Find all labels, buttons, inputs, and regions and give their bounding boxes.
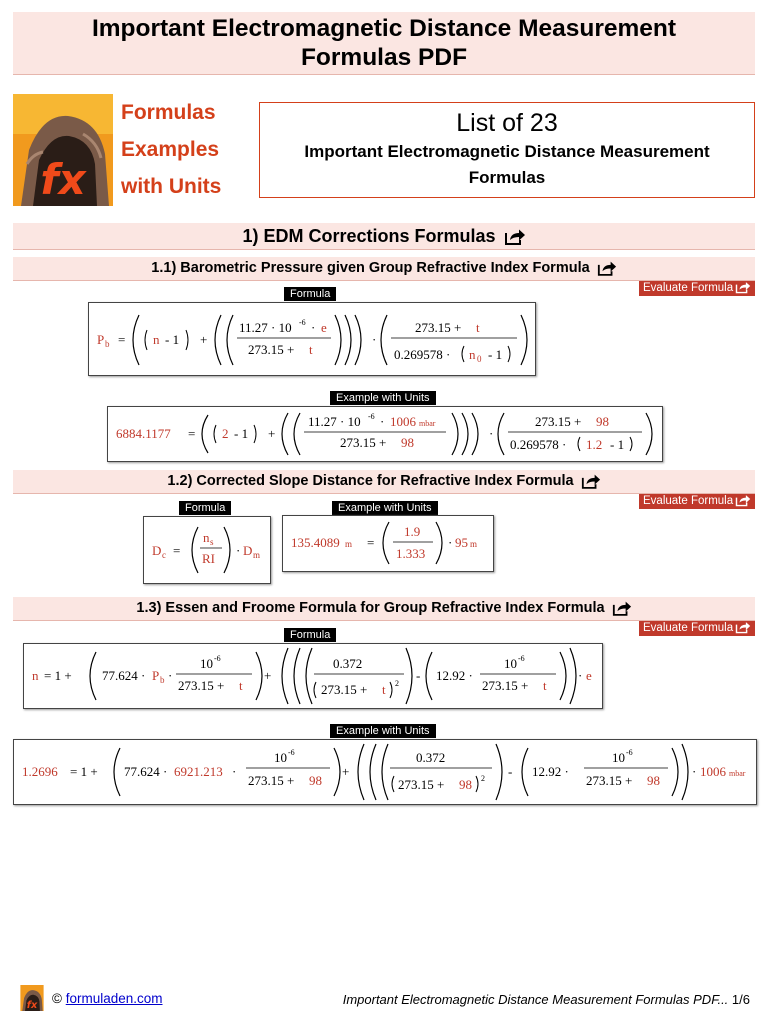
svg-text:·: · [692, 764, 697, 779]
evaluate-formula-button-1-3[interactable] [639, 621, 755, 636]
formula-heading-1-1 [13, 257, 755, 281]
list-subtitle-line1: Important Electromagnetic Distance Measurement [304, 142, 710, 161]
section-title: 1) EDM Corrections Formulas [242, 226, 496, 246]
svg-text:+: + [268, 426, 276, 441]
site-link[interactable]: formuladen.com [65, 991, 163, 1006]
copyright-symbol: © [52, 991, 62, 1006]
share-icon [735, 494, 751, 507]
svg-text:= 1 +: = 1 + [70, 764, 98, 779]
svg-text:t: t [382, 682, 386, 697]
svg-text:+: + [264, 668, 272, 683]
svg-text:P: P [97, 332, 105, 347]
svg-text:2: 2 [395, 679, 399, 688]
svg-text:77.624 ·: 77.624 · [124, 764, 168, 779]
svg-text:D: D [152, 543, 162, 558]
list-count-box [259, 102, 755, 198]
list-count: List of 23 [456, 109, 558, 137]
tagline-examples: Examples [121, 138, 220, 161]
svg-text:98: 98 [459, 777, 472, 792]
svg-text:m: m [470, 539, 478, 549]
svg-text:6884.1177: 6884.1177 [116, 426, 171, 441]
svg-text:=: = [367, 535, 375, 550]
page-title-line1: Important Electromagnetic Distance Measurement [91, 15, 677, 42]
svg-text:6921.213: 6921.213 [174, 764, 223, 779]
svg-text:fx: fx [40, 155, 86, 204]
svg-text:1.9: 1.9 [404, 524, 421, 539]
svg-text:-6: -6 [368, 412, 375, 421]
formuladen-logo [13, 94, 113, 206]
svg-text:n: n [153, 332, 160, 347]
formula-title-1-2: 1.2) Corrected Slope Distance for Refractive Index Formula [167, 473, 574, 489]
formula-tag: Formula [284, 628, 336, 642]
svg-text:1006: 1006 [390, 414, 416, 429]
share-icon[interactable] [612, 600, 632, 617]
svg-text:-: - [416, 668, 421, 683]
page-title [13, 12, 755, 75]
svg-text:273.15 +: 273.15 + [248, 773, 295, 788]
svg-text:12.92 ·: 12.92 · [436, 668, 473, 683]
svg-text:0.269578 ·: 0.269578 · [394, 347, 451, 362]
footer-logo [17, 985, 47, 1011]
example-box-1-3 [13, 739, 757, 805]
svg-text:77.624 ·: 77.624 · [102, 668, 146, 683]
svg-text:273.15 +: 273.15 + [482, 678, 529, 693]
svg-text:e: e [321, 320, 327, 335]
svg-text:m: m [345, 539, 353, 549]
svg-text:-: - [508, 764, 513, 779]
example-box-1-1 [107, 406, 663, 462]
svg-text:11.27 · 10: 11.27 · 10 [239, 320, 292, 335]
svg-text:·: · [311, 320, 316, 335]
svg-text:·: · [578, 668, 583, 683]
svg-text:-6: -6 [288, 748, 295, 757]
svg-text:mbar: mbar [419, 419, 436, 428]
share-icon[interactable] [581, 473, 601, 490]
svg-text:- 1: - 1 [234, 426, 249, 441]
svg-text:2: 2 [222, 426, 229, 441]
svg-text:+: + [200, 332, 208, 347]
share-icon[interactable] [597, 260, 617, 277]
svg-text:135.4089: 135.4089 [291, 535, 340, 550]
formula-title-1-1: 1.1) Barometric Pressure given Group Refractive Index Formula [151, 260, 590, 276]
formula-box-1-3 [23, 643, 603, 709]
svg-text:=: = [188, 426, 196, 441]
svg-text:m: m [253, 550, 261, 560]
page-title-line2: Formulas PDF [300, 44, 468, 71]
svg-text:t: t [543, 678, 547, 693]
svg-text:D: D [243, 543, 253, 558]
svg-text:273.15 +: 273.15 + [586, 773, 633, 788]
footer-doc-title: Important Electromagnetic Distance Measurement Formulas PDF... [342, 992, 729, 1007]
svg-text:·: · [489, 426, 494, 441]
svg-text:-6: -6 [299, 318, 306, 327]
svg-text:t: t [476, 320, 480, 335]
svg-text:1.2696: 1.2696 [22, 764, 58, 779]
formula-heading-1-3 [13, 597, 755, 621]
svg-text:95: 95 [455, 535, 468, 550]
tagline-formulas: Formulas [121, 101, 216, 124]
formula-tag: Formula [179, 501, 231, 515]
svg-text:11.27 · 10: 11.27 · 10 [308, 414, 361, 429]
svg-text:10: 10 [200, 656, 213, 671]
svg-text:98: 98 [309, 773, 322, 788]
formula-box-1-1 [88, 302, 536, 376]
svg-text:= 1 +: = 1 + [44, 668, 72, 683]
svg-text:98: 98 [401, 435, 414, 450]
evaluate-label: Evaluate Formula [643, 282, 734, 294]
svg-text:n: n [203, 530, 210, 545]
svg-text:0.269578 ·: 0.269578 · [510, 437, 567, 452]
svg-text:·: · [168, 668, 173, 683]
svg-text:- 1: - 1 [488, 347, 503, 362]
svg-text:n: n [469, 347, 476, 362]
share-icon [735, 621, 751, 634]
formula-box-1-2 [143, 516, 271, 584]
evaluate-formula-button-1-1[interactable] [639, 281, 755, 296]
svg-text:98: 98 [596, 414, 609, 429]
svg-text:=: = [118, 332, 126, 347]
svg-text:P: P [152, 668, 160, 683]
svg-text:·: · [380, 414, 385, 429]
svg-text:10: 10 [504, 656, 517, 671]
svg-text:·: · [372, 332, 377, 347]
tagline-units: with Units [121, 175, 222, 198]
svg-text:-6: -6 [214, 654, 221, 663]
svg-text:b: b [105, 339, 110, 349]
example-tag: Example with Units [332, 501, 438, 515]
svg-text:273.15 +: 273.15 + [178, 678, 225, 693]
formula-title-1-3: 1.3) Essen and Froome Formula for Group Refractive Index Formula [136, 600, 605, 616]
formula-tag: Formula [284, 287, 336, 301]
evaluate-label: Evaluate Formula [643, 622, 734, 634]
example-box-1-2 [282, 515, 494, 572]
svg-text:0.372: 0.372 [333, 656, 363, 671]
svg-text:273.15 +: 273.15 + [535, 414, 582, 429]
share-icon [735, 281, 751, 294]
svg-text:1006: 1006 [700, 764, 726, 779]
svg-text:RI: RI [202, 551, 215, 566]
svg-text:1.2: 1.2 [586, 437, 603, 452]
svg-text:n: n [32, 668, 39, 683]
svg-text:mbar: mbar [729, 769, 746, 778]
share-icon[interactable] [504, 228, 526, 246]
svg-text:·: · [236, 543, 241, 558]
example-tag: Example with Units [330, 724, 436, 738]
svg-text:273.15 +: 273.15 + [248, 342, 295, 357]
list-subtitle-line2: Formulas [468, 168, 546, 187]
svg-text:-6: -6 [626, 748, 633, 757]
svg-text:fx: fx [26, 1000, 38, 1011]
footer-doc-info [343, 992, 750, 1007]
svg-text:- 1: - 1 [165, 332, 180, 347]
evaluate-formula-button-1-2[interactable] [639, 494, 755, 509]
svg-text:273.15 +: 273.15 + [398, 777, 445, 792]
svg-text:10: 10 [612, 750, 625, 765]
svg-text:·: · [448, 535, 453, 550]
svg-text:s: s [210, 537, 214, 547]
svg-text:10: 10 [274, 750, 287, 765]
svg-text:t: t [309, 342, 313, 357]
svg-text:·: · [232, 764, 237, 779]
svg-text:e: e [586, 668, 592, 683]
svg-text:0: 0 [477, 354, 482, 364]
svg-text:273.15 +: 273.15 + [321, 682, 368, 697]
svg-text:12.92 ·: 12.92 · [532, 764, 569, 779]
svg-text:- 1: - 1 [610, 437, 625, 452]
svg-text:-6: -6 [518, 654, 525, 663]
page-number: 1/6 [731, 992, 750, 1007]
section-heading [13, 223, 755, 250]
svg-text:=: = [173, 543, 181, 558]
example-tag: Example with Units [330, 391, 436, 405]
svg-text:0.372: 0.372 [416, 750, 446, 765]
svg-text:273.15 +: 273.15 + [340, 435, 387, 450]
svg-text:2: 2 [481, 774, 485, 783]
svg-text:1.333: 1.333 [396, 546, 426, 561]
svg-text:t: t [239, 678, 243, 693]
svg-text:273.15 +: 273.15 + [415, 320, 462, 335]
evaluate-label: Evaluate Formula [643, 495, 734, 507]
tagline [121, 94, 251, 205]
svg-text:98: 98 [647, 773, 660, 788]
svg-text:c: c [162, 550, 166, 560]
svg-text:+: + [342, 764, 350, 779]
svg-text:b: b [160, 675, 165, 685]
footer-copyright [52, 991, 163, 1006]
formula-heading-1-2 [13, 470, 755, 494]
